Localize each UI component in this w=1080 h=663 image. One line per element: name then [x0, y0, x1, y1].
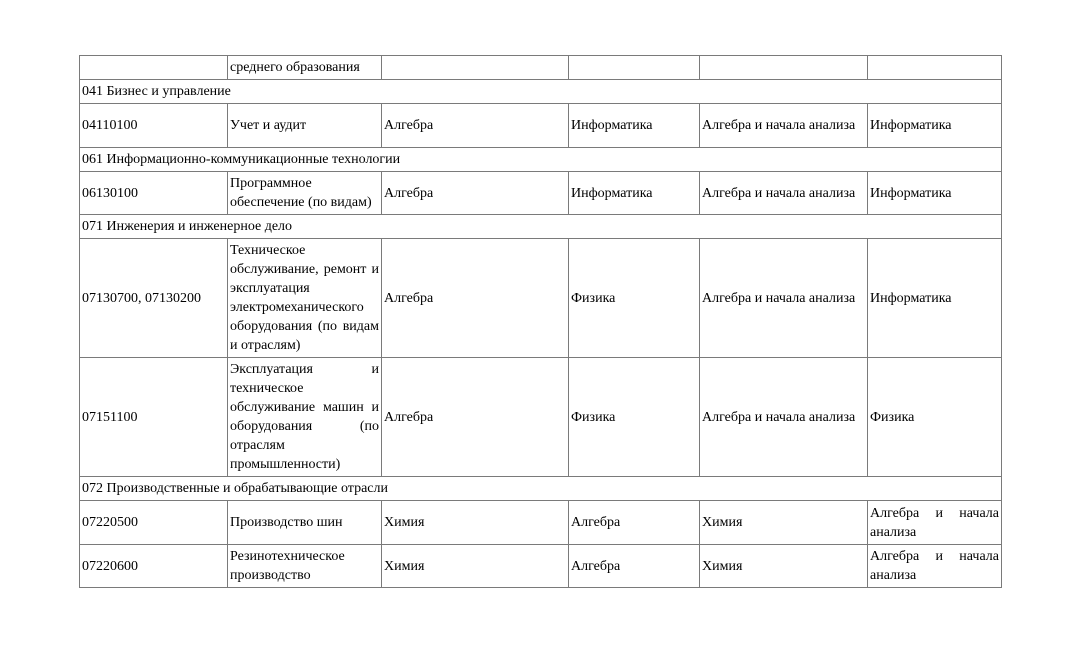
specialties-table [79, 55, 1002, 588]
group-title: 061 Информационно-коммуникационные технологии [80, 148, 1002, 172]
subject-cell: Алгебра [382, 172, 569, 215]
subject-cell: Химия [700, 501, 868, 545]
subject-cell: Алгебра [569, 545, 700, 588]
subject-cell: Химия [382, 501, 569, 545]
subject-cell: Информатика [868, 104, 1002, 148]
specialty-cell: Программное обеспечение (по видам) [228, 172, 382, 215]
subject-cell: Алгебра [382, 239, 569, 358]
subject-cell [868, 56, 1002, 80]
table-row [80, 239, 1002, 358]
code-cell: 07220600 [80, 545, 228, 588]
code-cell: 06130100 [80, 172, 228, 215]
subject-cell: Алгебра и начала анализа [868, 545, 1002, 588]
table-row [80, 56, 1002, 80]
subject-cell: Физика [569, 239, 700, 358]
group-header-row [80, 215, 1002, 239]
subject-cell [382, 56, 569, 80]
subject-cell: Физика [868, 358, 1002, 477]
subject-cell: Алгебра и начала анализа [700, 104, 868, 148]
code-cell [80, 56, 228, 80]
group-header-row [80, 80, 1002, 104]
subject-cell: Алгебра [382, 358, 569, 477]
subject-cell: Химия [382, 545, 569, 588]
table-row [80, 104, 1002, 148]
subject-cell: Информатика [569, 104, 700, 148]
table-row [80, 172, 1002, 215]
document-page [79, 55, 1001, 588]
subject-cell: Алгебра и начала анализа [700, 239, 868, 358]
subject-cell: Алгебра [382, 104, 569, 148]
subject-cell: Информатика [569, 172, 700, 215]
table-row [80, 501, 1002, 545]
specialty-cell: Резинотехническое производство [228, 545, 382, 588]
subject-cell: Алгебра и начала анализа [868, 501, 1002, 545]
subject-cell [700, 56, 868, 80]
table-row [80, 545, 1002, 588]
subject-cell: Физика [569, 358, 700, 477]
table-row [80, 358, 1002, 477]
specialty-cell: среднего образования [228, 56, 382, 80]
group-title: 041 Бизнес и управление [80, 80, 1002, 104]
specialty-cell: Эксплуатация и техническое обслуживание машин и оборудования (по отраслям промышленности) [228, 358, 382, 477]
code-cell: 04110100 [80, 104, 228, 148]
specialty-cell: Производство шин [228, 501, 382, 545]
code-cell: 07220500 [80, 501, 228, 545]
code-cell: 07151100 [80, 358, 228, 477]
subject-cell: Информатика [868, 239, 1002, 358]
subject-cell [569, 56, 700, 80]
group-header-row [80, 148, 1002, 172]
subject-cell: Химия [700, 545, 868, 588]
group-header-row [80, 477, 1002, 501]
code-cell: 07130700, 07130200 [80, 239, 228, 358]
subject-cell: Алгебра и начала анализа [700, 172, 868, 215]
specialty-cell: Техническое обслуживание, ремонт и эксплуатация электромеханического оборудования (по видам и отраслям) [228, 239, 382, 358]
subject-cell: Информатика [868, 172, 1002, 215]
group-title: 072 Производственные и обрабатывающие отрасли [80, 477, 1002, 501]
group-title: 071 Инженерия и инженерное дело [80, 215, 1002, 239]
subject-cell: Алгебра [569, 501, 700, 545]
specialty-cell: Учет и аудит [228, 104, 382, 148]
subject-cell: Алгебра и начала анализа [700, 358, 868, 477]
